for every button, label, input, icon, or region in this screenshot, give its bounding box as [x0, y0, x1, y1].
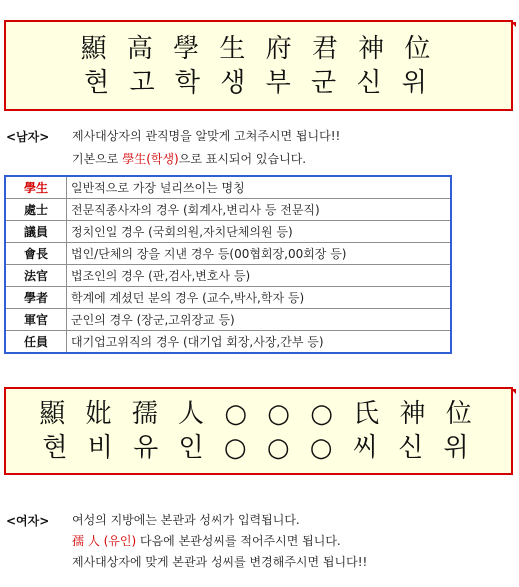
official-title-table [4, 175, 452, 354]
female-memorial-tablet [4, 387, 513, 475]
title-row [5, 221, 451, 243]
female-note-highlight: 孺 人 (유인) [72, 534, 137, 548]
title-row [5, 331, 451, 354]
title-description: 법인/단체의 장을 지낸 경우 등(00협회장,00회장 등) [67, 243, 452, 265]
female-note-line3: 제사대상자에 맞게 본관과 성씨를 변경해주시면 됩니다!! [72, 555, 368, 569]
title-description: 군인의 경우 (장군,고위장교 등) [67, 309, 452, 331]
title-description: 정치인일 경우 (국회의원,자치단체의원 등) [67, 221, 452, 243]
title-description: 일반적으로 가장 널리쓰이는 명칭 [67, 176, 452, 199]
male-section-label: <남자> [6, 130, 50, 144]
male-note-highlight: 學生(학생) [122, 152, 179, 166]
female-note-suffix: 다음에 본관성씨를 적어주시면 됩니다. [136, 534, 341, 548]
title-description: 학계에 계셨던 분의 경우 (교수,박사,학자 등) [67, 287, 452, 309]
title-row [5, 265, 451, 287]
male-tablet-hanja: 顯 高 學 生 府 君 神 位 [80, 34, 437, 64]
title-description: 법조인의 경우 (판,검사,변호사 등) [67, 265, 452, 287]
title-row [5, 176, 451, 199]
cell-comment-marker [511, 22, 516, 27]
male-note-line1: 제사대상자의 관직명을 알맞게 고쳐주시면 됩니다!! [72, 129, 341, 143]
male-note-suffix: 으로 표시되어 있습니다. [178, 152, 307, 166]
male-note-prefix: 기본으로 [72, 152, 123, 166]
female-note-line1: 여성의 지방에는 본관과 성씨가 입력됩니다. [72, 513, 300, 527]
title-description: 대기업고위직의 경우 (대기업 회장,사장,간부 등) [67, 331, 452, 354]
title-description: 전문직종사자의 경우 (회계사,변리사 등 전문직) [67, 199, 452, 221]
title-row [5, 199, 451, 221]
female-tablet-hanja: 顯 妣 孺 人 ○ ○ ○ 氏 神 位 [39, 399, 478, 429]
male-memorial-tablet [4, 20, 513, 111]
male-note-line2 [72, 150, 306, 167]
title-row [5, 243, 451, 265]
female-section-label: <여자> [6, 514, 50, 528]
female-note-line2 [72, 532, 341, 549]
title-hanja: 學者 [5, 287, 67, 309]
title-hanja: 軍官 [5, 309, 67, 331]
cell-comment-marker [511, 389, 516, 394]
title-row [5, 287, 451, 309]
title-hanja: 任員 [5, 331, 67, 354]
female-tablet-hangul: 현 비 유 인 ○ ○ ○ 씨 신 위 [42, 433, 475, 463]
title-row [5, 309, 451, 331]
title-hanja: 會長 [5, 243, 67, 265]
title-hanja: 處士 [5, 199, 67, 221]
title-hanja: 議員 [5, 221, 67, 243]
title-hanja: 法官 [5, 265, 67, 287]
title-hanja: 學生 [5, 176, 67, 199]
male-tablet-hangul: 현 고 학 생 부 군 신 위 [84, 68, 433, 98]
